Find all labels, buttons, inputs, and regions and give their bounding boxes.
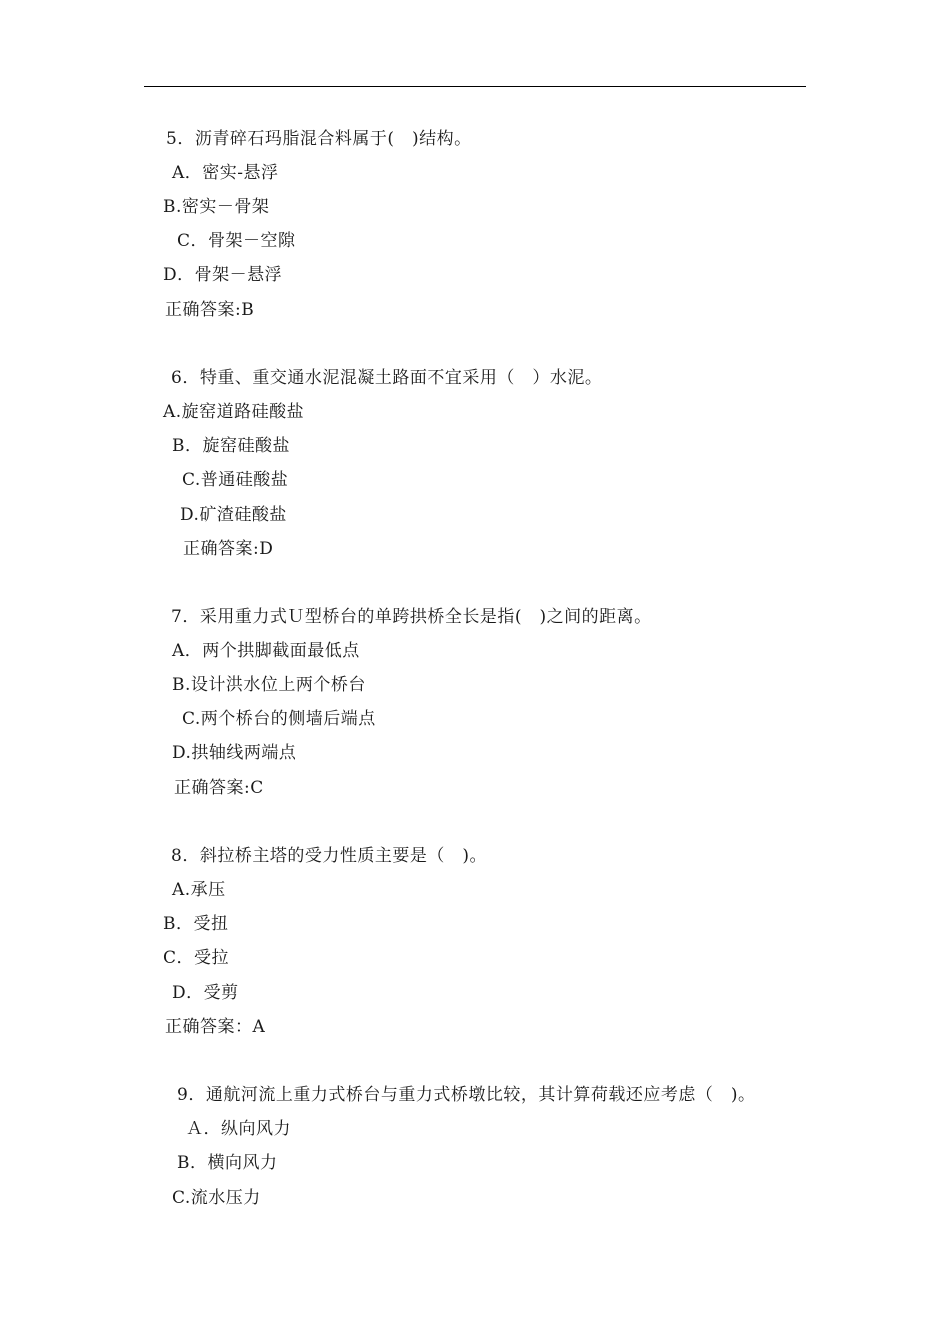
option-a: A．密实-悬浮 (172, 163, 279, 183)
option-b: B．旋窑硅酸盐 (172, 436, 290, 456)
question-stem: 5．沥青碎石玛脂混合料属于( )结构。 (166, 129, 472, 149)
option-b: B.密实－骨架 (163, 197, 270, 217)
option-b: B．受扭 (163, 914, 229, 934)
answer: 正确答案:C (174, 778, 264, 798)
answer: 正确答案：A (165, 1017, 266, 1037)
question-stem: 9．通航河流上重力式桥台与重力式桥墩比较，其计算荷载还应考虑（ )。 (177, 1085, 756, 1105)
answer: 正确答案:B (165, 300, 255, 320)
question-stem: 6．特重、重交通水泥混凝土路面不宜采用（ ）水泥。 (171, 368, 603, 388)
question-stem: 8．斜拉桥主塔的受力性质主要是（ )。 (171, 846, 487, 866)
option-c: C.流水压力 (172, 1188, 261, 1208)
option-c: C.两个桥台的侧墙后端点 (182, 709, 376, 729)
option-d: D.拱轴线两端点 (172, 743, 297, 763)
option-a: Ａ．纵向风力 (186, 1119, 291, 1139)
option-d: D．骨架－悬浮 (163, 265, 283, 285)
option-c: C.普通硅酸盐 (182, 470, 289, 490)
option-c: C．受拉 (163, 948, 230, 968)
option-b: B.设计洪水位上两个桥台 (172, 675, 366, 695)
option-b: B．横向风力 (177, 1153, 278, 1173)
question-stem: 7．采用重力式Ｕ型桥台的单跨拱桥全长是指( )之间的距离。 (171, 607, 652, 627)
option-a: A.旋窑道路硅酸盐 (163, 402, 305, 422)
option-d: D.矿渣硅酸盐 (180, 505, 287, 525)
header-rule (144, 86, 806, 87)
option-a: A．两个拱脚截面最低点 (172, 641, 360, 661)
option-c: C．骨架－空隙 (177, 231, 296, 251)
option-d: D．受剪 (172, 983, 239, 1003)
option-a: A.承压 (172, 880, 226, 900)
answer: 正确答案:D (183, 539, 274, 559)
